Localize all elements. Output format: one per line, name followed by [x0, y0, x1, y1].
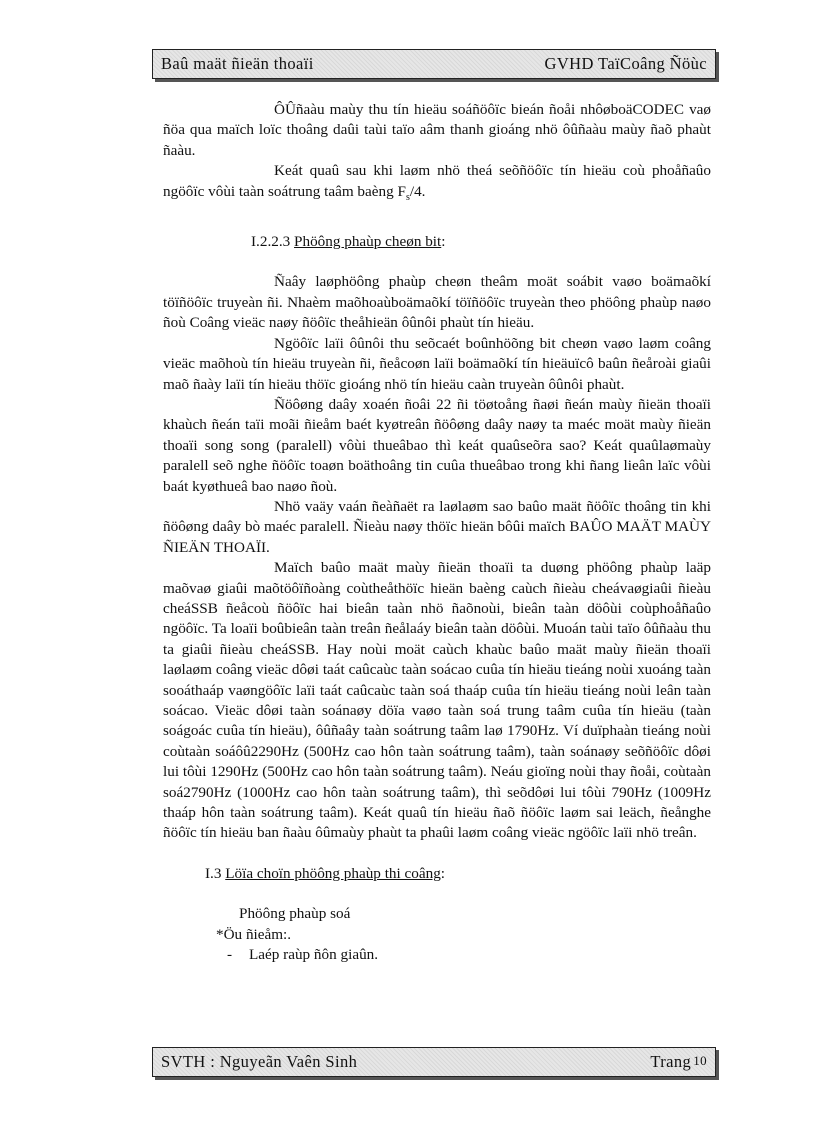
- method-label: Phöông phaùp soá: [239, 905, 351, 923]
- page-footer: [152, 1047, 716, 1077]
- paragraph: Ñaây laøphöông phaùp cheøn theâm moät soábit vaøo boämaõkí töïñöôïc truyeàn ñi. Nhaèm maõhoaùboämaõkí töïñöôïc truyeàn theo phöông phaùp naøo ñoù Coâng vieäc naøy ñöôïc theåhieän ôûnôi phaùt tín hieäu.: [163, 273, 711, 332]
- paragraph: Ñöôøng daây xoaén ñoâi 22 ñi töøtoång ñaøi ñeán maùy ñieän thoaïi khaùch ñeán taïi moãi ñieåm baét kyøtreân ñöôøng daây naøy ta maéc moät maùy ñieän thoaïi song song (paralell) vôùi thueâbao thì keát quaûseõra sao? Keát quaûlaømaùy paralell seõ nghe ñöôïc toaøn boäthoâng tin cuûa thueâbao trong khi ñang lieân laïc vôùi baát kyøthueâ bao naøo ñoù.: [163, 395, 711, 495]
- header-title: Baû maät ñieän thoaïi: [161, 54, 314, 73]
- header-instructor: GVHD TaïCoâng Ñöùc: [544, 54, 707, 73]
- paragraph: Keát quaû sau khi laøm nhö theá seõñöôïc tín hieäu coù phoåñaûo ngöôïc vôùi taàn soátrung taâm baèng $F_s/4$.: [163, 162, 711, 203]
- section-heading: I.3 Löïa choïn phöông phaùp thi coâng:: [205, 864, 446, 882]
- paragraph: Nhö vaäy vaán ñeàñaët ra laølaøm sao baûo maät ñöôïc thoâng tin khi ñöôøng daây bò maéc paralell. Ñieàu naøy thöïc hieän bôûi maïch BAÛO MAÄT MAÙY ÑIEÄN THOAÏI.: [163, 497, 711, 556]
- section-heading: I.2.2.3 Phöông phaùp cheøn bit:: [251, 233, 446, 251]
- paragraph: Ngöôïc laïi ôûnôi thu seõcaét boûnhöõng bit cheøn vaøo laøm coâng vieäc maõhoù tín hieäu truyeàn ñi, ñeåcoøn laïi boämaõkí tín hieäuïcô baûn ñeåroài giaûi maõ ñaày laïi tín hieäu thöïc gioáng nhö tín hieäu caàn truyeàn ôûnôi phaùt.: [163, 334, 711, 393]
- paragraph: ÔÛñaàu maùy thu tín hieäu soáñöôïc bieán ñoåi nhôøboäCODEC vaø ñöa qua maïch loïc thoâng daûi taùi taïo aâm thanh gioáng nhö ôûñaàu maùy ñaõ phaùt ñaàu.: [163, 101, 711, 159]
- page-number: Trang $^{10}$: [650, 1052, 707, 1071]
- list-item: - Laép raùp ñôn giaûn.: [227, 946, 379, 964]
- advantages-label: *Öu ñieåm:.: [216, 925, 292, 943]
- footer-author: SVTH : Nguyeãn Vaên Sinh: [161, 1052, 358, 1071]
- page-header: [152, 49, 716, 79]
- paragraph: Maïch baûo maät maùy ñieän thoaïi ta duøng phöông phaùp laäp maõvaø giaûi maõtöôïñoàng coùtheåthöïc hieän baèng caùch ñieàu cheávaøgiaûi ñieàu cheáSSB ñeåcoù ñöôïc hai bieân taàn nhö ñaõnoùi, bieân taàn döôùi coùphoåñaûo ngöôïc. Ta loaïi boûbieân taàn treân ñeålaáy bieân taàn döôùi. Muoán taùi taïo ôûñaàu thu ta giaûi ñieàu cheáSSB. Hay noùi moät caùch khaùc baûo maät maùy ñieän thoaïi laølaøm coâng vieäc dôøi taát caûcaùc taàn soácao cuûa tín hieäu tieáng noùi xuoáng taàn sooáthaáp vaøngöôïc laïi taát caûcaùc taàn soá thaáp cuûa tín hieäu tieáng noùi leân taàn soácao. Vieäc dôøi taàn soánaøy döïa vaøo taàn soá trung taâm cuûa tín hieäu (taàn soágoác cuûa tín hieäu), ôûñaây taàn soátrung taâm laø 1790Hz. Ví duïphaàn tieáng noùi coùtaàn soáôû2290Hz (500Hz cao hôn taàn soátrung taâm), taàn soánaøy seõñöôïc dôøi lui tôùi 1290Hz (500Hz cao hôn taàn soátrung taâm). Neáu gioïng noùi thay ñoåi, coùtaàn soá2790Hz (1000Hz cao hôn taàn soátrung taâm), thì seõdôøi lui tôùi 790Hz (1009Hz thaáp hôn taàn soátrung taâm). Keát quaû tín hieäu ñaõ ñöôïc laøm sai leäch, ñeånghe ñöôïc tín hieäu ban ñaàu ôûmaùy phaùt ta phaûi laøm coâng vieäc ngöôïc laïi nhö treân.: [163, 559, 711, 842]
- document-body: [163, 100, 711, 965]
